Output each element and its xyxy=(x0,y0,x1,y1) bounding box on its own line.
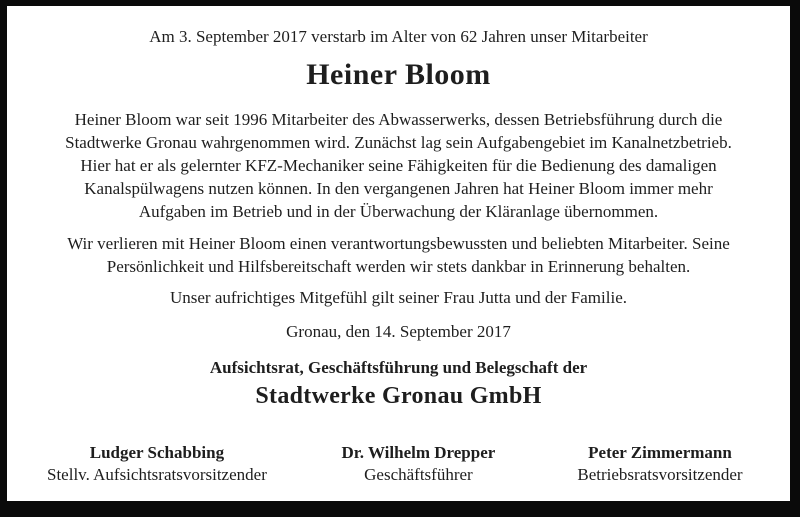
text-line: Aufgaben im Betrieb und in der Überwachung der Kläranlage übernommen. xyxy=(138,202,659,221)
signatory-name: Ludger Schabbing xyxy=(89,443,225,462)
signatory-role: Betriebsratsvorsitzender xyxy=(577,465,743,484)
condolence-line: Unser aufrichtiges Mitgefühl gilt seiner Frau Jutta und der Familie. xyxy=(169,288,627,307)
organization-line: Aufsichtsrat, Geschäftsführung und Belegschaft der xyxy=(209,358,588,377)
biography-paragraph xyxy=(7,108,790,223)
text-line: Kanalspülwagens nutzen können. In den vergangenen Jahren hat Heiner Bloom immer mehr xyxy=(84,179,713,198)
signatory-role: Stellv. Aufsichtsratsvorsitzender xyxy=(47,465,267,484)
organization-name: Stadtwerke Gronau GmbH xyxy=(255,383,542,409)
deceased-name: Heiner Bloom xyxy=(306,58,491,91)
text-line: Hier hat er als gelernter KFZ-Mechaniker seine Fähigkeiten für die Bedienung des damaligen xyxy=(80,156,717,175)
signatory xyxy=(570,443,750,487)
signatory-name: Dr. Wilhelm Drepper xyxy=(341,443,496,462)
obituary-notice xyxy=(7,6,790,501)
text-line: Stadtwerke Gronau wahrgenommen wird. Zunächst lag sein Aufgabengebiet im Kanalnetzbetrieb. xyxy=(65,133,732,152)
text-line: Wir verlieren mit Heiner Bloom einen verantwortungsbewussten und beliebten Mitarbeiter. Seine xyxy=(67,234,730,253)
signatures-row xyxy=(47,443,750,487)
intro-line: Am 3. September 2017 verstarb im Alter von 62 Jahren unser Mitarbeiter xyxy=(149,27,648,46)
tribute-paragraph xyxy=(7,232,790,278)
text-line: Heiner Bloom war seit 1996 Mitarbeiter des Abwasserwerks, dessen Betriebsführung durch die xyxy=(74,110,723,129)
dateline: Gronau, den 14. September 2017 xyxy=(286,322,511,341)
signatory xyxy=(47,443,267,487)
signatory-role: Geschäftsführer xyxy=(364,465,473,484)
signatory-name: Peter Zimmermann xyxy=(588,443,732,462)
text-line: Persönlichkeit und Hilfsbereitschaft werden wir stets dankbar in Erinnerung behalten. xyxy=(106,257,691,276)
signatory xyxy=(328,443,508,487)
